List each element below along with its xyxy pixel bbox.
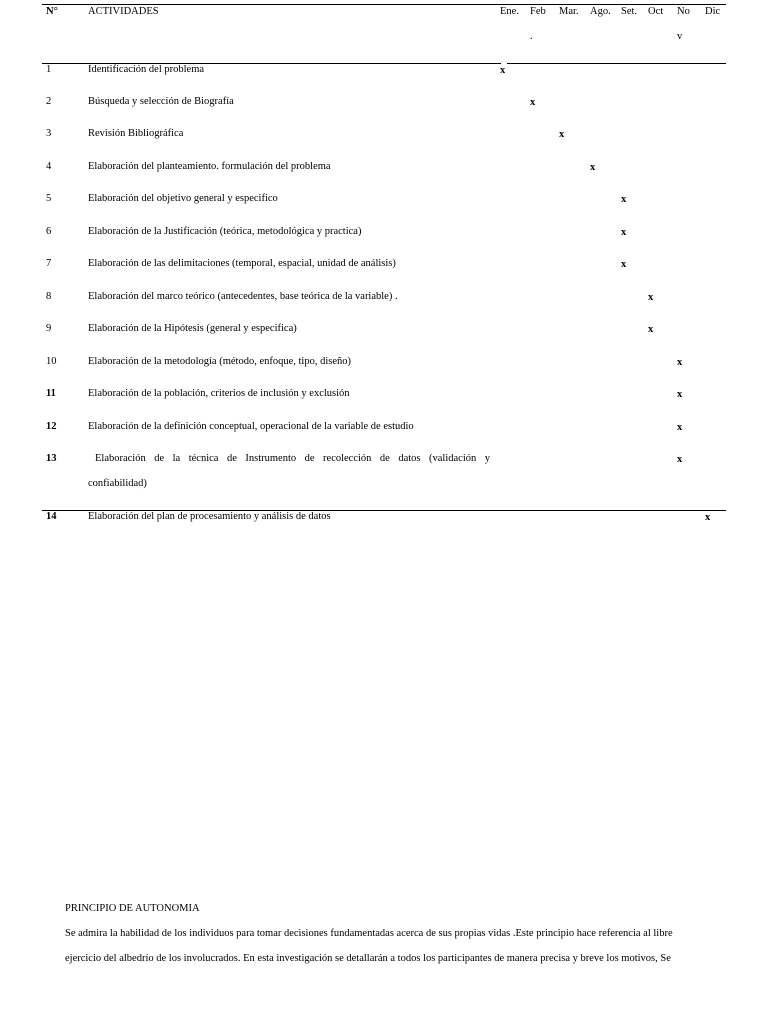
section-paragraph-line2: ejercicio del albedrío de los involucrados. En esta investigación se detallarán a todos los participantes de manera precisa y breve los motivos, Se xyxy=(65,953,671,964)
row-activity: Revisión Bibliográfica xyxy=(88,128,184,139)
header-num: N° xyxy=(46,6,58,17)
row-mark: x xyxy=(559,129,565,140)
month-oct: Oct xyxy=(648,6,664,17)
row-activity: Elaboración del objetivo general y especifico xyxy=(88,193,278,204)
row-mark: x xyxy=(621,194,627,205)
row-mark: x xyxy=(648,292,654,303)
row-number: 1 xyxy=(46,64,52,75)
row-number: 8 xyxy=(46,291,52,302)
month-ene: Ene. xyxy=(500,6,519,17)
row-mark: x xyxy=(705,512,711,523)
month-feb: Feb xyxy=(530,6,546,17)
month-nov-continuation: v xyxy=(677,31,683,42)
row-activity: Elaboración del marco teórico (antecedentes, base teórica de la variable) . xyxy=(88,291,398,302)
row-number: 4 xyxy=(46,161,52,172)
row-number: 6 xyxy=(46,226,52,237)
row-activity: Elaboración de la metodología (método, enfoque, tipo, diseño) xyxy=(88,356,352,367)
row-mark: x xyxy=(590,162,596,173)
row-mark: x xyxy=(677,357,683,368)
row-mark: x xyxy=(677,422,683,433)
row-number: 2 xyxy=(46,96,52,107)
row-activity: Elaboración de la población, criterios de inclusión y exclusión xyxy=(88,388,350,399)
row-mark: x xyxy=(648,324,654,335)
month-mar: Mar. xyxy=(559,6,579,17)
row-number: 11 xyxy=(46,388,56,399)
section-title: PRINCIPIO DE AUTONOMIA xyxy=(65,903,200,914)
month-ago: Ago. xyxy=(590,6,611,17)
row-number: 3 xyxy=(46,128,52,139)
row-activity: Elaboración del plan de procesamiento y análisis de datos xyxy=(88,511,331,522)
row-mark: x xyxy=(677,454,683,465)
row-mark: x xyxy=(621,259,627,270)
row-activity: Identificación del problema xyxy=(88,64,205,75)
row-number: 14 xyxy=(46,511,57,522)
row-number: 12 xyxy=(46,421,57,432)
header-activities: ACTIVIDADES xyxy=(88,6,159,17)
row-activity: Elaboración del planteamiento. formulación del problema xyxy=(88,161,331,172)
row-mark: x xyxy=(621,227,627,238)
month-nov: No xyxy=(677,6,690,17)
row-mark: x xyxy=(530,97,536,108)
row-activity-line1: Elaboración de la técnica de Instrumento de recolección de datos (validación y xyxy=(95,453,490,464)
row-number: 9 xyxy=(46,323,52,334)
row-activity: Búsqueda y selección de Biografía xyxy=(88,96,234,107)
row-number: 10 xyxy=(46,356,57,367)
row-mark: x xyxy=(677,389,683,400)
month-set: Set. xyxy=(621,6,638,17)
month-dic: Dic xyxy=(705,6,721,17)
section-paragraph-line1: Se admira la habilidad de los individuos para tomar decisiones fundamentadas acerca de sus propias vidas .Este principio hace referencia al libre xyxy=(65,928,673,939)
row-mark: x xyxy=(500,65,506,76)
header-bottom-rule-right xyxy=(507,63,726,64)
row-activity: Elaboración de la Hipótesis (general y especifica) xyxy=(88,323,297,334)
row-number: 7 xyxy=(46,258,52,269)
row-activity: Elaboración de las delimitaciones (temporal, espacial, unidad de análisis) xyxy=(88,258,396,269)
month-feb-continuation: . xyxy=(530,31,533,42)
row-activity: Elaboración de la Justificación (teórica, metodológica y practica) xyxy=(88,226,362,237)
row-activity-line2: confiabilidad) xyxy=(88,478,147,489)
row-activity: Elaboración de la definición conceptual, operacional de la variable de estudio xyxy=(88,421,414,432)
row-number: 13 xyxy=(46,453,57,464)
row-number: 5 xyxy=(46,193,52,204)
